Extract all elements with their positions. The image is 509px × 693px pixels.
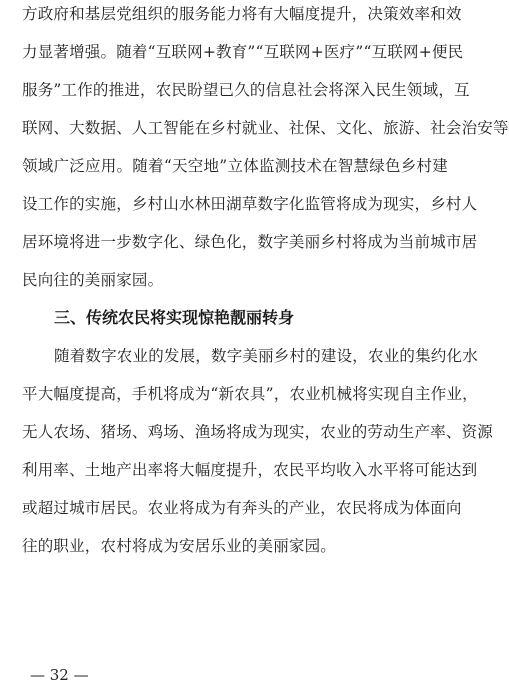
paragraph-line: 平大幅度提高，手机将成为“新农具”，农业机械将实现自主作业， xyxy=(22,385,478,403)
paragraph-line: 民向往的美丽家园。 xyxy=(22,271,164,289)
paragraph-line: 联网、大数据、人工智能在乡村就业、社保、文化、旅游、社会治安等 xyxy=(22,119,509,137)
paragraph-line: 无人农场、猪场、鸡场、渔场将成为现实，农业的劳动生产率、资源 xyxy=(22,423,494,441)
paragraph-line: 居环境将进一步数字化、绿色化，数字美丽乡村将成为当前城市居 xyxy=(22,233,478,251)
paragraph-line: 方政府和基层党组织的服务能力将有大幅度提升，决策效率和效 xyxy=(22,5,462,23)
paragraph-line: 或超过城市居民。农业将成为有奔头的产业，农民将成为体面向 xyxy=(22,499,462,517)
paragraph-line: 设工作的实施，乡村山水林田湖草数字化监管将成为现实，乡村人 xyxy=(22,195,478,213)
section-heading: 三、传统农民将实现惊艳靓丽转身 xyxy=(54,308,295,327)
paragraph-line: 力显著增强。随着“互联网+教育”“互联网+医疗”“互联网+便民 xyxy=(22,43,464,61)
paragraph-line: 利用率、土地产出率将大幅度提升，农民平均收入水平将可能达到 xyxy=(22,461,478,479)
paragraph-line: 随着数字农业的发展，数字美丽乡村的建设，农业的集约化水 xyxy=(54,347,478,365)
paragraph-line: 往的职业，农村将成为安居乐业的美丽家园。 xyxy=(22,537,337,555)
page-number: — 32 — xyxy=(30,666,89,684)
paragraph-line: 服务”工作的推进，农民盼望已久的信息社会将深入民生领域，互 xyxy=(22,81,470,99)
paragraph-line: 领域广泛应用。随着“天空地”立体监测技术在智慧绿色乡村建 xyxy=(22,157,448,175)
